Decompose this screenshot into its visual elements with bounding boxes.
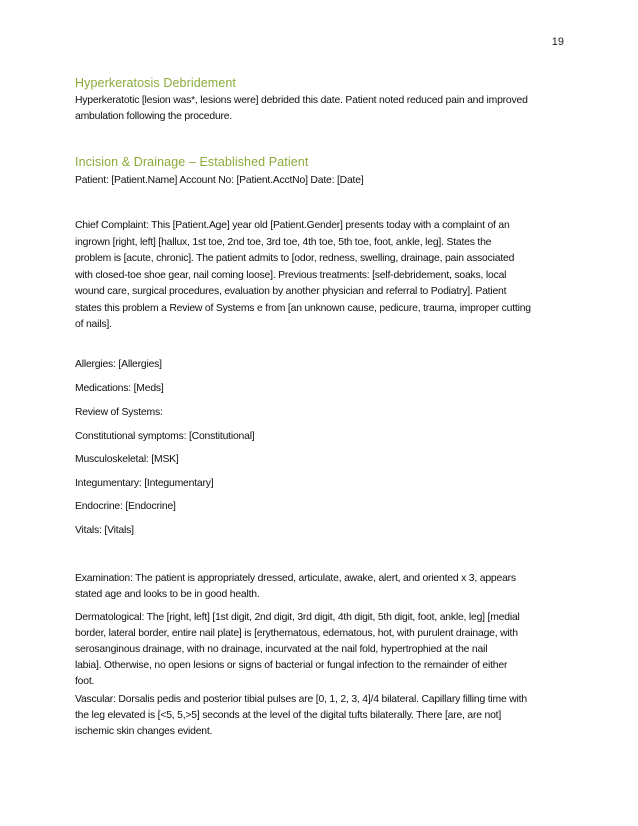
patient-info-line: Patient: [Patient.Name] Account No: [Patient.AcctNo] Date: [Date] — [75, 175, 364, 186]
vascular-paragraph — [75, 692, 565, 740]
paragraph-line: ischemic skin changes evident. — [75, 726, 213, 737]
endocrine-text: Endocrine: [Endocrine] — [75, 501, 176, 512]
musculoskeletal-line — [75, 452, 565, 468]
integumentary-line — [75, 476, 565, 492]
constitutional-line — [75, 429, 565, 445]
endocrine-line — [75, 499, 565, 515]
paragraph-line: with closed-toe shoe gear, nail coming loose]. Previous treatments: [self-debridement, soaks, local — [75, 269, 507, 281]
paragraph-line: Vascular: Dorsalis pedis and posterior tibial pulses are [0, 1, 2, 3, 4]/4 bilateral. Capillary filling time with — [75, 694, 527, 705]
paragraph-line: ambulation following the procedure. — [75, 111, 233, 122]
medications-line — [75, 381, 565, 397]
vitals-text: Vitals: [Vitals] — [75, 525, 134, 536]
paragraph-line: ingrown [right, left] [hallux, 1st toe, 2nd toe, 3rd toe, 4th toe, 5th toe, foot, ankle, leg]. States the — [75, 236, 492, 248]
paragraph-line: stated age and looks to be in good health. — [75, 589, 260, 600]
paragraph-line: Examination: The patient is appropriately dressed, articulate, awake, alert, and oriented x 3, appears — [75, 573, 516, 584]
chief-complaint-paragraph — [75, 218, 565, 334]
hyperkeratosis-section — [75, 75, 565, 91]
constitutional-text: Constitutional symptoms: [Constitutional] — [75, 431, 255, 442]
paragraph-line: Chief Complaint: This [Patient.Age] year old [Patient.Gender] presents today with a complaint of an — [75, 220, 510, 231]
allergies-line — [75, 357, 565, 373]
hyperkeratosis-heading: Hyperkeratosis Debridement — [75, 76, 236, 90]
review-of-systems-line — [75, 405, 565, 421]
paragraph-line: Dermatological: The [right, left] [1st digit, 2nd digit, 3rd digit, 4th digit, 5th digit, foot, ankle, leg] [medial — [75, 612, 520, 623]
examination-paragraph — [75, 571, 565, 603]
integumentary-text: Integumentary: [Integumentary] — [75, 478, 214, 489]
allergies-text: Allergies: [Allergies] — [75, 359, 162, 370]
dermatological-paragraph — [75, 610, 565, 690]
paragraph-line: the leg elevated is [<5, 5,>5] seconds at the level of the digital tufts bilaterally. There [are, are not] — [75, 710, 502, 721]
vitals-line — [75, 523, 565, 539]
paragraph-line: Hyperkeratotic [lesion was*, lesions were] debrided this date. Patient noted reduced pain and improved — [75, 95, 528, 106]
musculoskeletal-text: Musculoskeletal: [MSK] — [75, 454, 179, 465]
incision-drainage-heading: Incision & Drainage – Established Patient — [75, 155, 309, 169]
paragraph-line: labia]. Otherwise, no open lesions or signs of bacterial or fungal infection to the remainder of either — [75, 660, 508, 671]
page-number: 19 — [551, 36, 564, 48]
medications-text: Medications: [Meds] — [75, 383, 164, 394]
paragraph-line: wound care, surgical procedures, evaluation by another physician and referral to Podiatry]. Patient — [75, 286, 507, 297]
paragraph-line: states this problem a Review of Systems e from [an unknown cause, pedicure, trauma, improper cutting — [75, 302, 531, 314]
patient-info — [75, 173, 565, 189]
review-of-systems-text: Review of Systems: — [75, 407, 163, 418]
paragraph-line: foot. — [75, 676, 95, 687]
hyperkeratosis-paragraph — [75, 93, 565, 125]
paragraph-line: of nails]. — [75, 319, 112, 330]
incision-drainage-section — [75, 154, 565, 170]
paragraph-line: problem is [acute, chronic]. The patient admits to [odor, redness, swelling, drainage, pain associated — [75, 253, 515, 264]
paragraph-line: serosanginous drainage, with no drainage, incurvated at the nail fold, hypertrophied at the nail — [75, 644, 488, 655]
paragraph-line: border, lateral border, entire nail plate] is [erythematous, edematous, hot, with purulent drainage, with — [75, 628, 518, 639]
